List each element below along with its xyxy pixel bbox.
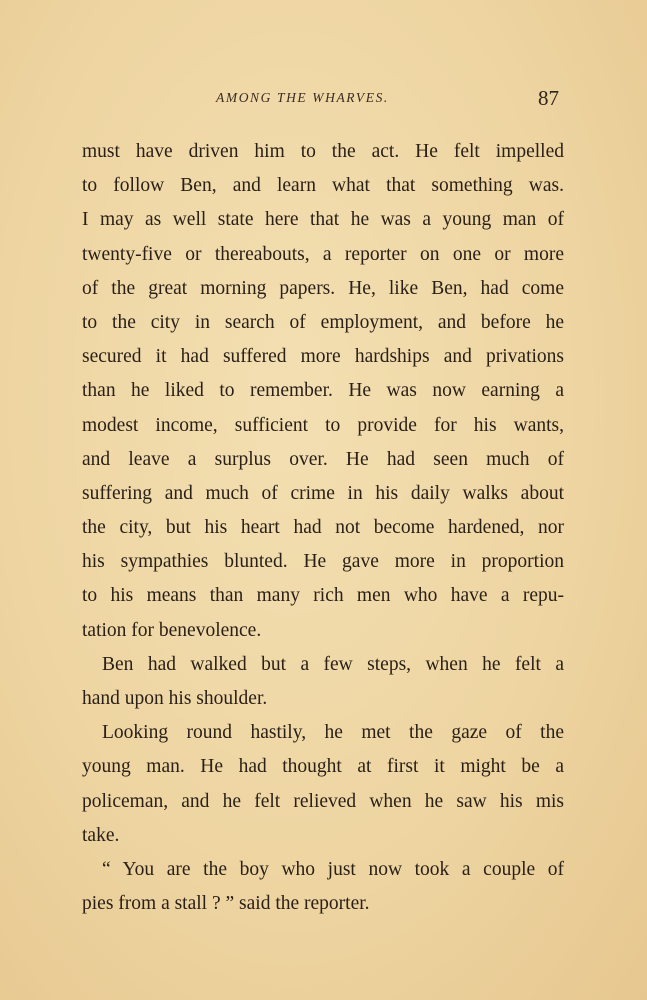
text-line: must have driven him to the act. He felt impelled [82,141,564,162]
text-line: twenty-five or thereabouts, a reporter on one or more [82,243,564,265]
text-line: take. [82,824,120,846]
text-line: Ben had walked but a few steps, when he felt a [102,653,564,675]
text-line: Looking round hastily, he met the gaze of the [102,722,564,744]
text-line: suffering and much of crime in his daily walks about [82,482,564,504]
text-line: pies from a stall ? ” said the reporter. [82,893,370,915]
text-line: the city, but his heart had not become hardened, nor [82,517,564,539]
text-line: I may as well state here that he was a young man of [82,209,564,231]
text-line: to follow Ben, and learn what that something was. [82,175,564,197]
page-header [0,86,647,116]
text-line: young man. He had thought at first it might be a [82,756,564,778]
running-title: AMONG THE WHARVES. [216,90,389,105]
text-line: modest income, sufficient to provide for his wants, [82,414,564,436]
text-line: policeman, and he felt relieved when he saw his mis [82,790,564,812]
text-line: to the city in search of employment, and before he [82,311,564,333]
text-line: of the great morning papers. He, like Ben, had come [82,277,564,299]
text-line: than he liked to remember. He was now earning a [82,380,564,402]
text-line: tation for benevolence. [82,619,262,641]
text-line: hand upon his shoulder. [82,688,268,709]
text-line: secured it had suffered more hardships and privations [82,346,564,368]
page-number: 87 [538,86,559,110]
text-line: to his means than many rich men who have a repu- [82,585,564,607]
text-line: “ You are the boy who just now took a couple of [102,858,564,880]
text-line: and leave a surplus over. He had seen much of [82,448,564,470]
body-text [82,135,564,921]
text-line: his sympathies blunted. He gave more in proportion [82,551,564,573]
